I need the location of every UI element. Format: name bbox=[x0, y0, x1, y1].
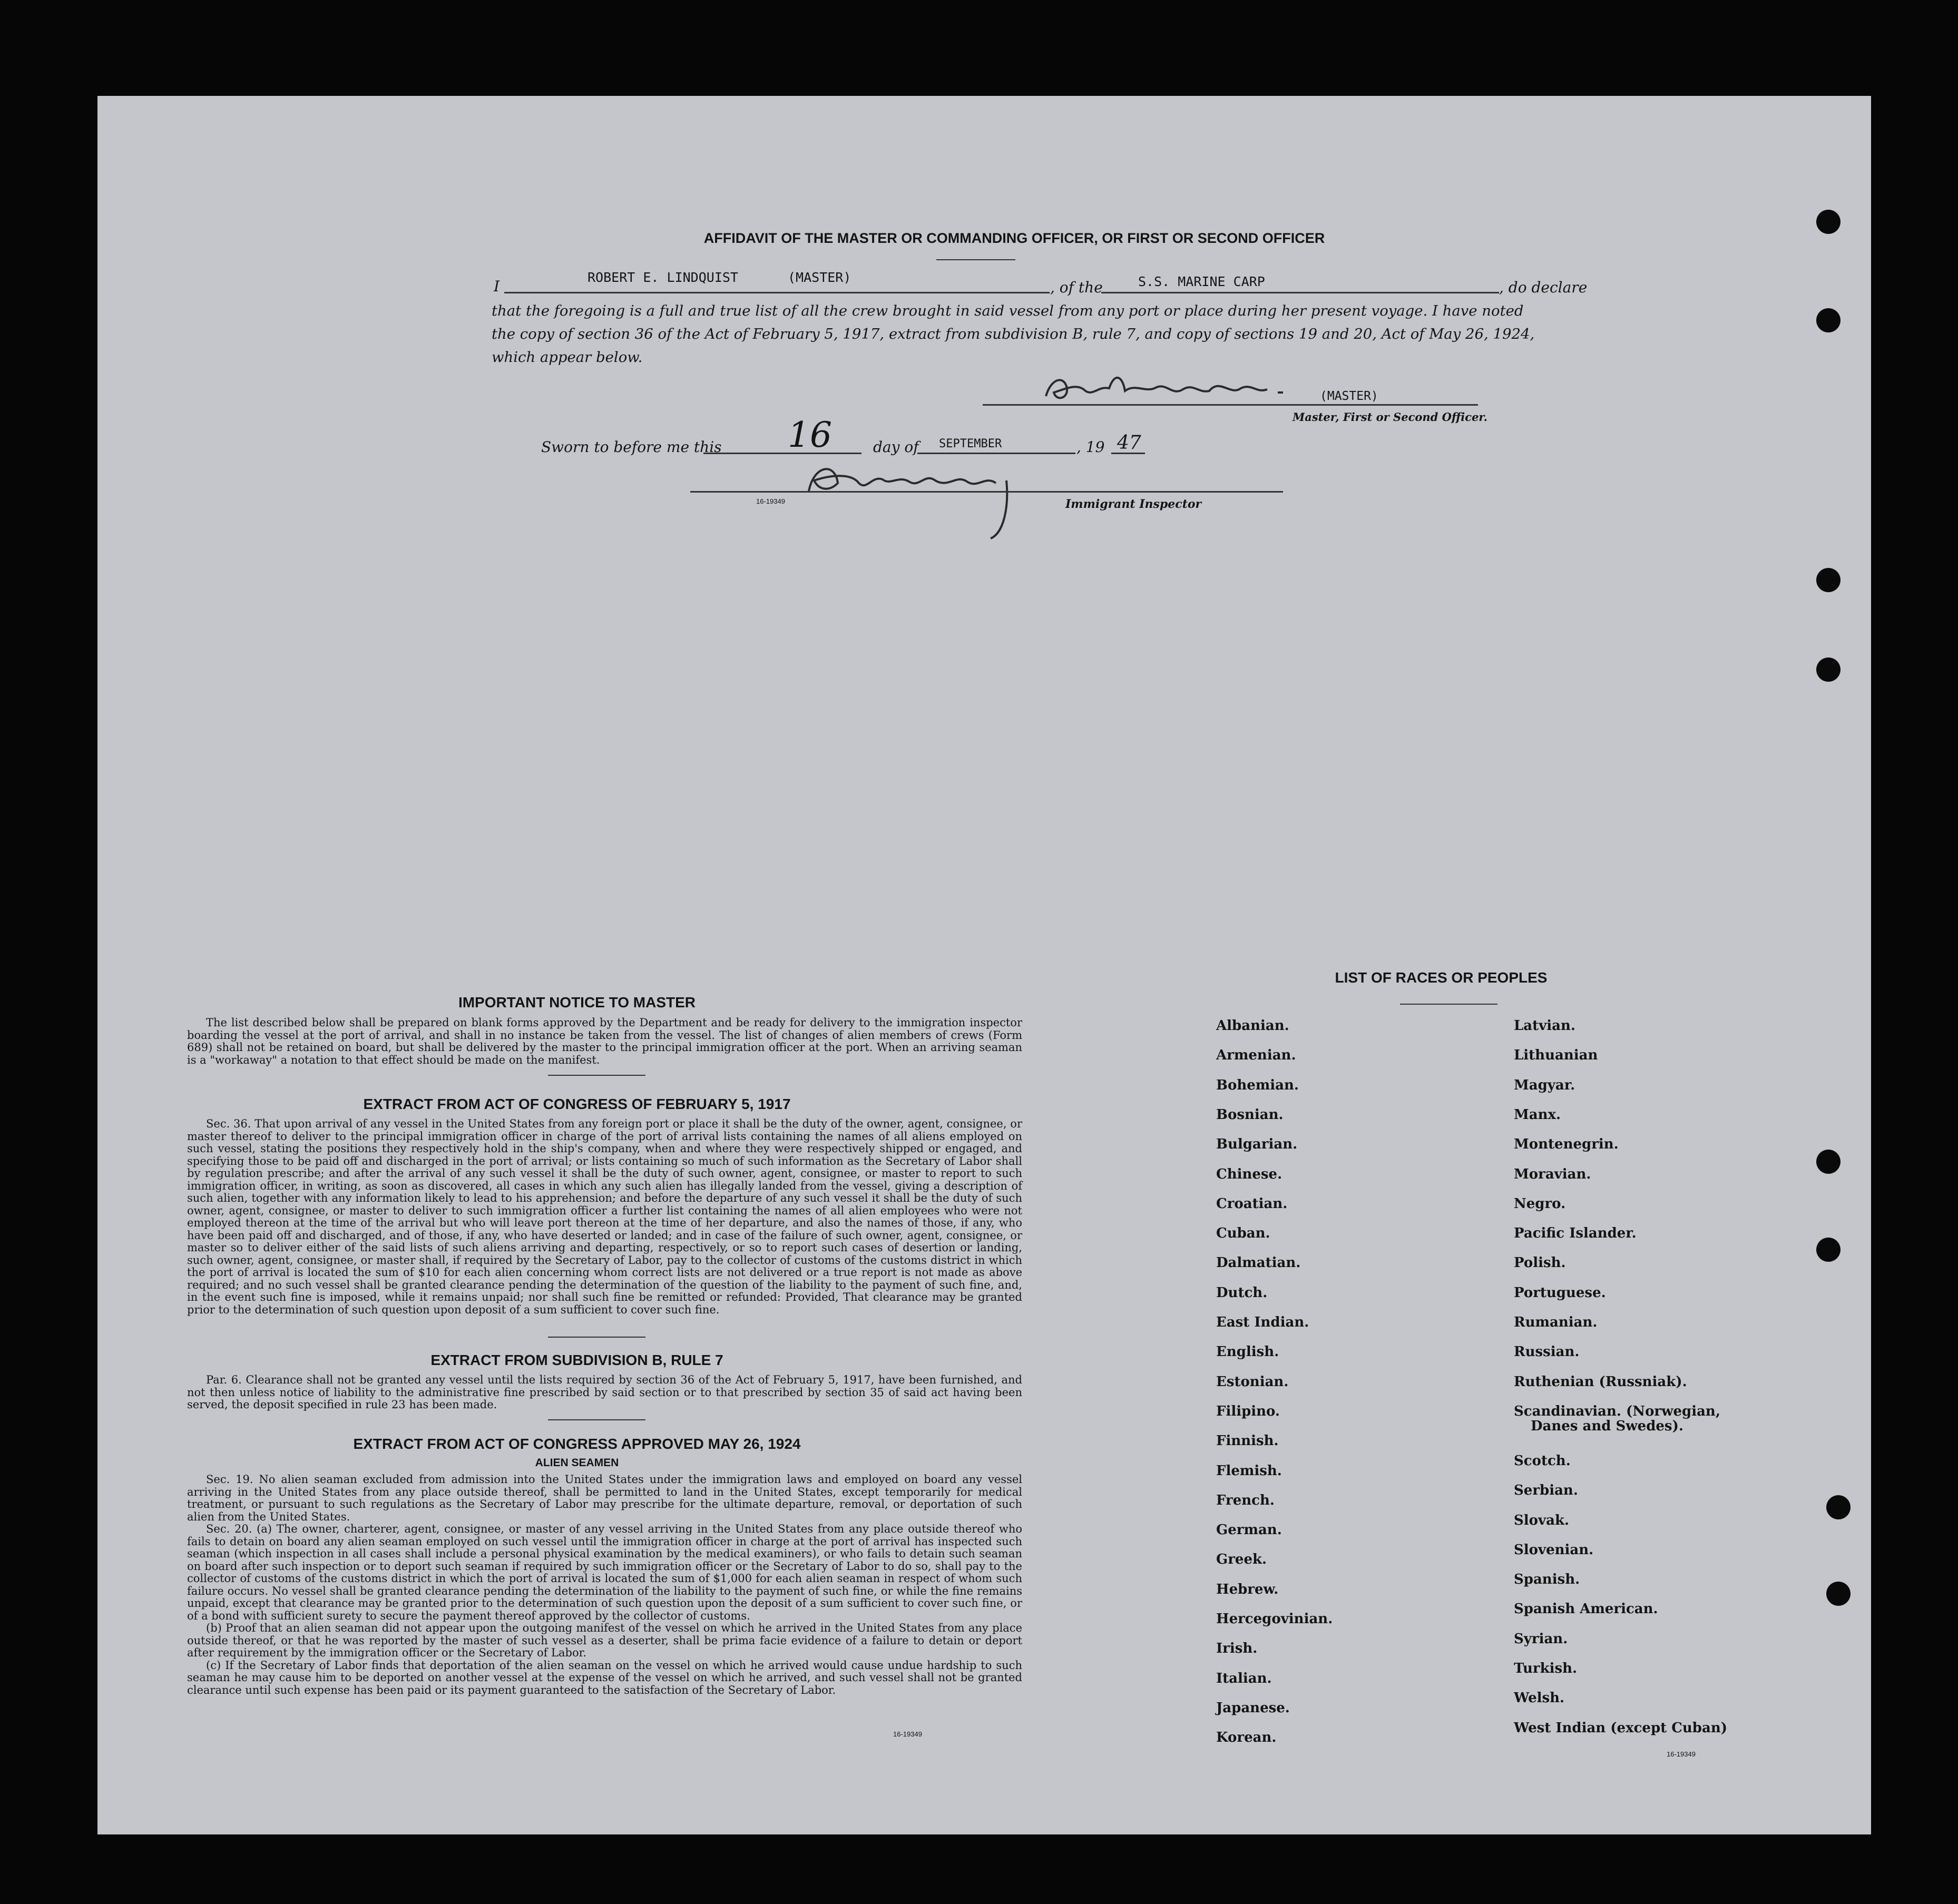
sworn-prefix: Sworn to before me this bbox=[541, 438, 722, 456]
punch-hole-6 bbox=[1816, 1238, 1840, 1262]
race-item: English. bbox=[1216, 1344, 1279, 1360]
sec20c-paragraph: (c) If the Secretary of Labor finds that deportation of the alien seaman on the vessel on which he arrived would cause undue hardship to such seaman he may cause him to be deported on another vessel at the expense of the vessel on which he arrived, and such vessel shall not be granted clearance until such expense has been paid or its payment guaranteed to the satisfaction of the Secretary of Labor. bbox=[187, 1658, 1022, 1696]
race-item: Dutch. bbox=[1216, 1284, 1268, 1301]
notice-paragraph: The list described below shall be prepared on blank forms approved by the Department and be ready for delivery to the immigration inspector boarding the vessel at the port of arrival, and shall in no instance be taken from the vessel. The list of changes of alien members of crews (Form 689) shall not be retained on board, but shall be delivered by the master to the principal immigration officer at the port. When an arriving seaman is a "workaway" a notation to that effect should be made on the manifest. bbox=[187, 1016, 1022, 1066]
race-item: German. bbox=[1216, 1522, 1282, 1538]
race-item: Japanese. bbox=[1216, 1700, 1290, 1716]
day-field: 16 bbox=[788, 415, 832, 455]
extract-1924-text bbox=[187, 1474, 1022, 1696]
extract-1917-text bbox=[187, 1118, 1022, 1316]
race-item: Albanian. bbox=[1216, 1018, 1289, 1034]
day-of-text: day of bbox=[873, 438, 919, 456]
vessel-name-field: S.S. MARINE CARP bbox=[1138, 274, 1265, 289]
extract-rule7-text bbox=[187, 1374, 1022, 1411]
race-item: Welsh. bbox=[1514, 1690, 1565, 1706]
extract-1917-title: EXTRACT FROM ACT OF CONGRESS OF FEBRUARY 5, 1917 bbox=[363, 1096, 791, 1112]
notice-title: IMPORTANT NOTICE TO MASTER bbox=[458, 994, 696, 1010]
races-title: LIST OF RACES OR PEOPLES bbox=[1335, 969, 1548, 986]
master-name-field: ROBERT E. LINDQUIST bbox=[588, 270, 738, 285]
affidavit-line-3: the copy of section 36 of the Act of February 5, 1917, extract from subdivision B, rule 7, and copy of sections 19 and 20, Act of May 26, 1924, bbox=[492, 326, 1535, 342]
master-signature-line bbox=[983, 404, 1478, 406]
title-rule bbox=[936, 259, 1015, 260]
extract-1917-rule bbox=[548, 1337, 645, 1338]
affidavit-line-2: that the foregoing is a full and true list of all the crew brought in said vessel from any port or place during her present voyage. I have noted bbox=[492, 302, 1524, 319]
race-item: Russian. bbox=[1514, 1344, 1580, 1360]
race-item: Ruthenian (Russniak). bbox=[1514, 1373, 1687, 1390]
race-item: Armenian. bbox=[1216, 1047, 1296, 1064]
race-item: Portuguese. bbox=[1514, 1284, 1606, 1301]
extract-1924-title: EXTRACT FROM ACT OF CONGRESS APPROVED MAY 26, 1924 bbox=[353, 1436, 801, 1452]
name-line bbox=[504, 292, 1050, 293]
master-signature bbox=[1035, 367, 1362, 409]
extract-rule7-paragraph: Par. 6. Clearance shall not be granted any vessel until the lists required by section 36 of the Act of February 5, 1917, have been furnished, and not then unless notice of liability to the administrative fine prescribed by said section or to that prescribed by section 35 of said act having been served, the deposit specified in rule 23 has been made. bbox=[187, 1373, 1022, 1411]
race-item: Croatian. bbox=[1216, 1195, 1288, 1212]
inspector-signature-line bbox=[690, 491, 1283, 493]
punch-hole-3 bbox=[1816, 568, 1840, 592]
inspector-caption: Immigrant Inspector bbox=[1065, 497, 1202, 511]
sec20b-paragraph: (b) Proof that an alien seaman did not appear upon the outgoing manifest of the vessel on which he arrived in the United States from any place outside thereof, or that he was reported by the master of such vessel as a deserter, shall be prima facie evidence of a failure to detain or deport after requirement by the immigration officer or the Secretary of Labor. bbox=[187, 1622, 1022, 1659]
punch-hole-5 bbox=[1816, 1150, 1840, 1174]
i-prefix: I bbox=[494, 278, 500, 295]
race-item: Hercegovinian. bbox=[1216, 1611, 1333, 1627]
race-item: Pacific Islander. bbox=[1514, 1225, 1637, 1242]
race-item: Chinese. bbox=[1216, 1166, 1283, 1182]
race-item: Bohemian. bbox=[1216, 1077, 1299, 1093]
rank-field: (MASTER) bbox=[788, 270, 851, 285]
race-item: Spanish American. bbox=[1514, 1601, 1658, 1617]
race-item: Korean. bbox=[1216, 1730, 1277, 1746]
notice-text bbox=[187, 1017, 1022, 1066]
punch-hole-8 bbox=[1826, 1582, 1851, 1606]
race-item: Slovenian. bbox=[1514, 1542, 1594, 1558]
race-item: Estonian. bbox=[1216, 1373, 1289, 1390]
race-item: Lithuanian bbox=[1514, 1047, 1598, 1064]
race-item: Slovak. bbox=[1514, 1512, 1570, 1528]
race-item: Scotch. bbox=[1514, 1452, 1571, 1469]
affidavit-line-4: which appear below. bbox=[492, 349, 643, 366]
document-sheet bbox=[97, 96, 1871, 1834]
form-number-top: 16-19349 bbox=[756, 497, 785, 505]
race-item: Filipino. bbox=[1216, 1403, 1280, 1419]
race-item: Italian. bbox=[1216, 1670, 1272, 1686]
race-item: Finnish. bbox=[1216, 1433, 1279, 1449]
month-field: SEPTEMBER bbox=[939, 437, 1002, 450]
race-item: Rumanian. bbox=[1514, 1314, 1598, 1330]
race-item: Hebrew. bbox=[1216, 1581, 1279, 1597]
race-item: Cuban. bbox=[1216, 1225, 1270, 1242]
race-item: Magyar. bbox=[1514, 1077, 1575, 1093]
race-item: Spanish. bbox=[1514, 1572, 1580, 1588]
race-item: Irish. bbox=[1216, 1641, 1258, 1657]
race-item: Syrian. bbox=[1514, 1631, 1568, 1647]
of-the-text: , of the bbox=[1050, 279, 1103, 296]
race-item: Dalmatian. bbox=[1216, 1255, 1301, 1271]
day-line bbox=[703, 453, 861, 454]
sec19-paragraph: Sec. 19. No alien seaman excluded from admission into the United States under the immigration laws and employed on board any vessel arriving in the United States from any place outside thereof, shall be permitted to land in the United States, except temporarily for medical treatment, or pursuant to such regulations as the Secretary of Labor may prescribe for the ultimate departure, removal, or deportation of such alien from the United States. bbox=[187, 1473, 1022, 1523]
do-declare-text: , do declare bbox=[1499, 279, 1588, 296]
race-item: Bosnian. bbox=[1216, 1106, 1284, 1123]
race-item: Bulgarian. bbox=[1216, 1136, 1298, 1153]
race-item: Turkish. bbox=[1514, 1661, 1578, 1676]
race-item: Latvian. bbox=[1514, 1018, 1575, 1034]
vessel-line bbox=[1101, 292, 1499, 293]
master-caption: Master, First or Second Officer. bbox=[1293, 410, 1487, 424]
punch-hole-2 bbox=[1816, 308, 1840, 332]
race-item: Montenegrin. bbox=[1514, 1136, 1619, 1153]
punch-hole-4 bbox=[1816, 657, 1840, 682]
race-item: Danes and Swedes). bbox=[1531, 1418, 1683, 1434]
race-item: Greek. bbox=[1216, 1552, 1267, 1568]
punch-hole-7 bbox=[1826, 1495, 1851, 1519]
race-item: Flemish. bbox=[1216, 1463, 1282, 1479]
race-item: Moravian. bbox=[1514, 1166, 1591, 1182]
race-item: Negro. bbox=[1514, 1195, 1566, 1212]
extract-rule7-title: EXTRACT FROM SUBDIVISION B, RULE 7 bbox=[430, 1352, 723, 1368]
race-item: West Indian (except Cuban) bbox=[1514, 1720, 1728, 1736]
year-field: 47 bbox=[1117, 432, 1141, 454]
extract-rule7-rule bbox=[548, 1419, 645, 1420]
inspector-signature bbox=[798, 459, 1093, 544]
affidavit-title: AFFIDAVIT OF THE MASTER OR COMMANDING OFFICER, OR FIRST OR SECOND OFFICER bbox=[703, 230, 1325, 246]
punch-hole-1 bbox=[1816, 210, 1840, 234]
race-item: French. bbox=[1216, 1492, 1275, 1508]
form-number-right: 16-19349 bbox=[1667, 1750, 1696, 1758]
alien-seamen-subtitle: ALIEN SEAMEN bbox=[535, 1457, 619, 1469]
races-rule bbox=[1400, 1004, 1497, 1005]
form-number-left: 16-19349 bbox=[893, 1730, 922, 1738]
sec20a-paragraph: Sec. 20. (a) The owner, charterer, agent, consignee, or master of any vessel arriving in the United States from any place outside thereof who fails to detain on board any alien seaman employed on such vessel until the immigration officer in charge at the port of arrival has inspected such seaman (which inspection in all cases shall include a personal physical examination by the medical examiners), or who fails to detain such seaman on board after such inspection or to deport such seaman if required by such immigration officer or the Secretary of Labor to do so, shall pay to the collector of customs of the customs district in which the port of arrival is located the sum of $1,000 for each alien seaman in respect of whom such failure occurs. No vessel shall be granted clearance pending the determination of the liability to the payment of such fine, or while the fine remains unpaid, except that clearance may be granted prior to the determination of such question upon the deposit of a sum sufficient to cover such fine, or of a bond with sufficient surety to secure the payment thereof approved by the collector of customs. bbox=[187, 1523, 1022, 1622]
race-item: East Indian. bbox=[1216, 1314, 1309, 1330]
race-item: Scandinavian. (Norwegian, bbox=[1514, 1403, 1720, 1419]
master-rank-field: (MASTER) bbox=[1320, 389, 1378, 403]
race-item: Manx. bbox=[1514, 1106, 1561, 1123]
year-prefix: , 19 bbox=[1076, 438, 1105, 456]
race-item: Polish. bbox=[1514, 1255, 1566, 1271]
race-item: Serbian. bbox=[1514, 1483, 1578, 1499]
notice-rule bbox=[548, 1075, 645, 1076]
extract-1917-paragraph: Sec. 36. That upon arrival of any vessel in the United States from any foreign port or place it shall be the duty of the owner, agent, consignee, or master thereof to deliver to the principal immigration officer in charge of the port of arrival lists containing the names of all aliens employed on such vessel, stating the positions they respectively hold in the ship's company, when and where they were respectively shipped or engaged, and specifying those to be paid off and discharged in the port of arrival; or lists containing so much of such information as the Secretary of Labor shall by regulation prescribe; and after the arrival of any such vessel it shall be the duty of such owner, agent, consignee, or master to report to such immigration officer, in writing, as soon as discovered, all cases in which any such alien has illegally landed from the vessel, giving a description of such alien, together with any information likely to lead to his apprehension; and before the departure of any such vessel it shall be the duty of such owner, agent, consignee, or master to deliver to such immigration officer a further list containing the names of all alien employees who were not employed thereon at the time of the arrival but who will leave port thereon at the time of her departure, and also the names of those, if any, who have been paid off and discharged, and of those, if any, who have deserted or landed; and in case of the failure of such owner, agent, consignee, or master so to deliver either of the said lists of such aliens arriving and departing, respectively, or so to report such cases of desertion or landing, such owner, agent, consignee, or master shall, if required by the Secretary of Labor, pay to the collector of customs of the customs district in which the port of arrival is located the sum of $10 for each alien concerning whom correct lists are not delivered or a true report is not made as above required; and no such vessel shall be granted clearance pending the determination of the question of the liability to the payment of such fine, and, in the event such fine is imposed, while it remains unpaid; nor shall such fine be remitted or refunded: Provided, That clearance may be granted prior to the determination of such question upon deposit of a sum sufficient to cover such fine. bbox=[187, 1117, 1022, 1316]
month-line bbox=[917, 453, 1075, 454]
